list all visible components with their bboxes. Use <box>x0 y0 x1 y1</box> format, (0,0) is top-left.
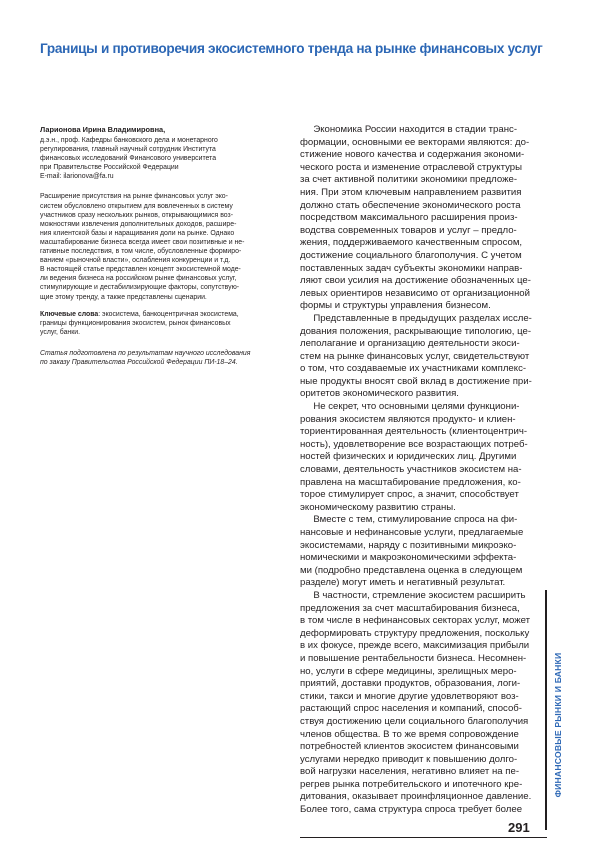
body-line: приятий, доставки продуктов, образования, логи- <box>300 678 521 690</box>
article-body <box>300 124 542 817</box>
body-line: должно стать обеспечение экономического роста <box>300 199 521 211</box>
abstract-line: Расширение присутствия на рынке финансовых услуг эко- <box>40 193 228 201</box>
abstract <box>40 192 280 301</box>
body-line: ствуя достижению цели социального благополучия <box>300 715 529 727</box>
body-line: водства современных товаров и услуг – предло- <box>300 224 517 236</box>
article-title: Границы и противоречия экосистемного тренда на рынке финансовых услуг <box>40 41 543 56</box>
body-line: торое стимулирует спрос, а значит, способствует <box>300 489 519 501</box>
affiliation-line: финансовых исследований Финансового университета <box>40 155 217 163</box>
body-line: дитования, оказывает проинфляционное давление. <box>300 791 532 803</box>
affiliation-line: д.э.н., проф. Кафедры банковского дела и монетарного <box>40 137 218 144</box>
body-line: ные продукты вносят свой вклад в достижение при- <box>300 375 532 387</box>
body-line: о том, что создаваемые их участниками комплекс- <box>300 363 527 375</box>
author-name: Ларионова Ирина Владимировна, <box>40 125 166 134</box>
body-line: регрев рынка потребительского и ипотечного кре- <box>300 778 523 790</box>
body-line: Не секрет, что основными целями функциони- <box>300 401 520 413</box>
affiliation-line: регулирования, главный научный сотрудник Института <box>40 146 216 154</box>
body-line: нансовые и нефинансовые услуги, предлагаемые <box>300 527 524 538</box>
body-line: и повышение рентабельности бизнеса. Несомнен- <box>300 652 527 664</box>
body-line: ми (подробно представлена оценка в следующем <box>300 564 523 576</box>
section-tab <box>551 650 565 800</box>
body-line: членов общества. В то же время сопровождение <box>300 728 519 740</box>
body-line: ляют свои усилия на достижение обозначенных це- <box>300 275 531 287</box>
body-line: Представленные в предыдущих разделах иссле- <box>300 312 532 324</box>
abstract-line: стимулирующие и дестабилизирующие факторы, сопутствую- <box>40 284 240 292</box>
abstract-line: участников сразу нескольких рынков, открывающимися воз- <box>40 211 233 219</box>
body-line: стижение нового качества и содержания экономи- <box>300 149 525 161</box>
body-line: за счет активной политики экономики предложе- <box>300 174 518 186</box>
body-line: растающий спрос населения и компаний, способ- <box>300 703 522 715</box>
keywords-text: : экосистема, банкоцентричная экосистема, <box>98 310 239 318</box>
body-line: экономическому развитию страны. <box>300 501 456 513</box>
acknowledgment-line: по заказу Правительства Российской Федерации ПИ-18–24. <box>40 358 238 366</box>
footer-rule <box>300 837 547 838</box>
body-line: ческого роста и изменение отраслевой структуры <box>300 161 523 173</box>
abstract-line: В настоящей статье представлен концепт экосистемной моде- <box>40 266 241 274</box>
abstract-line: можностями извлечения дополнительных доходов, расшире- <box>40 220 237 228</box>
body-line: Более того, сама структура спроса требует более <box>300 804 523 816</box>
body-line: рования экосистем являются продукто- и клиен- <box>300 413 516 425</box>
body-line: деформировать структуру предложения, поскольку <box>300 627 530 639</box>
body-line: достижение социального благополучия. С учетом <box>300 249 522 261</box>
abstract-line: ния клиентской базы и наращивания доли на рынке. Однако <box>40 229 235 237</box>
body-line: дования положения, раскрывающие типологию, це- <box>300 325 532 337</box>
body-line: В частности, стремление экосистем расширить <box>300 589 526 601</box>
keywords-line <box>40 310 280 319</box>
section-label: ФИНАНСОВЫЕ РЫНКИ И БАНКИ <box>553 652 563 798</box>
keywords-label: Ключевые слова <box>40 310 99 318</box>
body-line: потребностей клиентов экосистем финансовыми <box>300 741 519 753</box>
body-line: стем на рынке финансовых услуг, свидетельствуют <box>300 350 530 362</box>
body-line: посредством максимального расширения произ- <box>300 212 518 224</box>
abstract-line: ли ведения бизнеса на российском рынке финансовых услуг, <box>40 275 237 283</box>
body-line: поставленных задач субъекты экономики направ- <box>300 262 523 274</box>
body-line: оритетов экономического развития. <box>300 388 459 400</box>
body-line: Экономика России находится в стадии транс- <box>300 124 518 135</box>
keywords <box>40 310 280 337</box>
body-line: Вместе с тем, стимулирование спроса на фи- <box>300 514 518 526</box>
body-line: вой нагрузки населения, негативно влияет на пе- <box>300 766 520 778</box>
body-line: но, услуги в сфере медицины, зрелищных меро- <box>300 665 517 677</box>
body-line: стики, такси и многие другие удовлетворяют воз- <box>300 690 519 702</box>
body-line: предложения за счет масштабирования бизнеса, <box>300 602 520 614</box>
acknowledgment-note <box>40 349 280 367</box>
abstract-line: масштабирование бизнеса всегда имеет свои позитивные и не- <box>40 238 245 246</box>
page-number: 291 <box>508 820 530 835</box>
body-line: в том числе в нефинансовых секторах услуг, может <box>300 615 531 627</box>
acknowledgment-line: Статья подготовлена по результатам научного исследования <box>40 349 251 357</box>
body-line: правлена на масштабирование предложения, ко- <box>300 476 521 488</box>
author-affiliation <box>40 136 280 181</box>
abstract-line: гативные последствия, в том числе, обусловленные формиро- <box>40 248 242 256</box>
body-line: ностей физических и юридических лиц. Другими <box>300 451 517 463</box>
body-line: ность), удовлетворение все возрастающих потреб- <box>300 438 528 450</box>
body-line: формации, основными ее векторами являются: до- <box>300 136 530 148</box>
affiliation-line: при Правительстве Российской Федерации <box>40 164 179 172</box>
body-line: левых ориентиров независимо от организационной <box>300 287 530 299</box>
keywords-line: услуг, банки. <box>40 328 80 336</box>
body-line: номическими и макроэкономическими эффекта- <box>300 552 517 564</box>
body-line: ториентированная деятельность (клиентоцентрич- <box>300 426 528 438</box>
author-info-column <box>40 125 280 367</box>
abstract-line: ванием «рыночной власти», ослабления конкуренции и т.д. <box>40 257 231 265</box>
abstract-line: систем обусловлено открытием для вовлеченных в систему <box>40 202 233 210</box>
body-line: в их фокусе, прежде всего, максимизация прибыли <box>300 640 530 652</box>
body-line: формы и структуры управления бизнесом. <box>300 300 491 312</box>
body-line: ния. При этом ключевым направлением развития <box>300 186 522 198</box>
body-line: леполагание и организацию деятельности экоси- <box>300 338 520 350</box>
body-line: жения, поддерживаемого качественным спросом, <box>300 237 523 249</box>
body-line: разделе) могут иметь и негативный результат. <box>300 577 506 589</box>
abstract-line: щие этому тренду, а также представлены сценарии. <box>40 293 207 301</box>
author-email: E-mail: ilarionova@fa.ru <box>40 173 114 181</box>
section-divider <box>545 590 547 830</box>
keywords-line: границы функционирования экосистем, рынок финансовых <box>40 319 231 327</box>
body-line: услугами нередко приводит к повышению долго- <box>300 753 518 765</box>
body-line: словами, деятельность участников экосистем на- <box>300 464 522 476</box>
body-line: экосистемами, наряду с позитивными микроэко- <box>300 539 517 551</box>
